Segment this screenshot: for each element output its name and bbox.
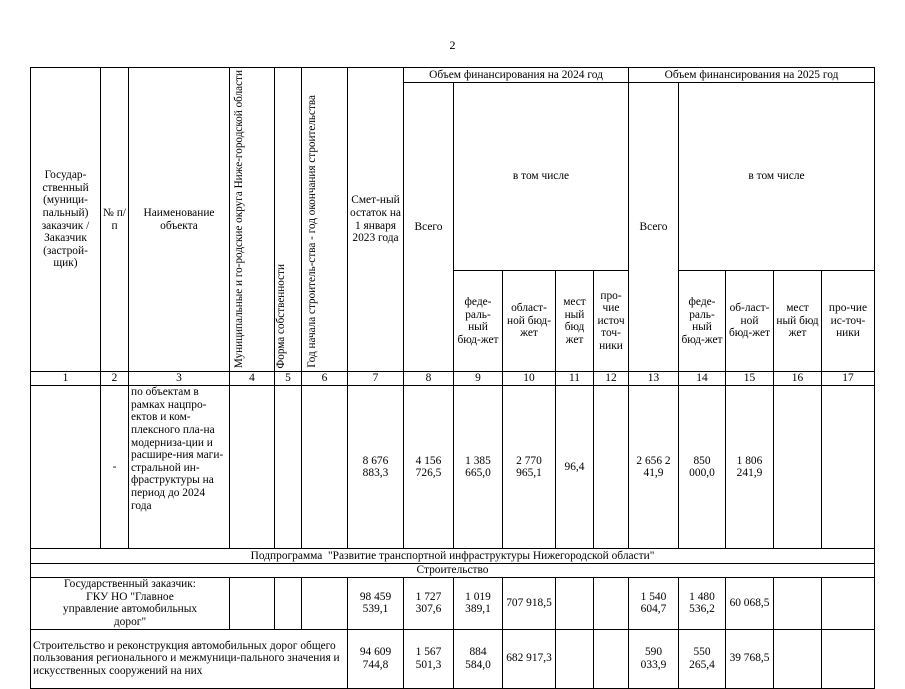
cell-fed-2024: 884 584,0 — [454, 629, 503, 688]
cell-fed-2024: 1 385 665,0 — [454, 386, 503, 549]
header-years: Год начала строитель-ства - год окончания строительства — [302, 68, 348, 372]
column-number-row — [31, 372, 875, 386]
cell-reg-2025: 1 806 241,9 — [726, 386, 774, 549]
cell-estimate: 94 609 744,8 — [348, 629, 404, 688]
header-incl-2024: в том числе — [454, 83, 629, 271]
cell-total-2024: 1 567 501,3 — [404, 629, 454, 688]
header-customer: Государ-ственный (муници-пальный) заказчик / Заказчик (застрой-щик) — [31, 68, 101, 372]
cell-fed-2024: 1 019 389,1 — [454, 578, 503, 629]
cell-oth-2024 — [594, 386, 629, 549]
col-num: 16 — [774, 372, 822, 386]
col-num: 7 — [348, 372, 404, 386]
header-reg-2024: област-ной бюд-жет — [503, 271, 556, 372]
col-num: 2 — [101, 372, 129, 386]
cell-estimate: 98 459 539,1 — [348, 578, 404, 629]
cell-roads-name: Строительство и реконструкция автомобильных дорог общего пользования регионального и межмуници-пального значения и искусственных сооружений на них — [31, 629, 348, 688]
cell-years — [302, 386, 348, 549]
cell-loc-2024 — [556, 629, 594, 688]
table-row — [31, 578, 875, 629]
cell-municipality — [230, 386, 275, 549]
col-num: 3 — [129, 372, 230, 386]
cell-loc-2025 — [774, 386, 822, 549]
col-num: 10 — [503, 372, 556, 386]
header-fin-2024: Объем финансирования на 2024 год — [404, 68, 629, 83]
col-num: 15 — [726, 372, 774, 386]
cell-total-2025: 2 656 2 41,9 — [629, 386, 679, 549]
col-num: 12 — [594, 372, 629, 386]
header-reg-2025: об-ласт-ной бюд-жет — [726, 271, 774, 372]
cell-customer-name: Государственный заказчик: ГКУ НО "Главное управление автомобильных дорог" — [31, 578, 230, 629]
cell-loc-2025 — [774, 578, 822, 629]
cell-reg-2024: 2 770 965,1 — [503, 386, 556, 549]
subprogram-title: Подпрограмма "Развитие транспортной инфраструктуры Нижегородской области" — [31, 549, 875, 564]
header-object-name: Наименование объекта — [129, 68, 230, 372]
cell-oth-2024 — [594, 629, 629, 688]
cell-total-2025: 590 033,9 — [629, 629, 679, 688]
cell-total-2024: 1 727 307,6 — [404, 578, 454, 629]
section-title: Строительство — [31, 564, 875, 578]
cell-years — [302, 578, 348, 629]
col-num: 6 — [302, 372, 348, 386]
header-loc-2025: мест ный бюд жет — [774, 271, 822, 372]
cell-customer — [31, 386, 101, 549]
header-fin-2025: Объем финансирования на 2025 год — [629, 68, 875, 83]
header-number: № п/п — [101, 68, 129, 372]
cell-estimate: 8 676 883,3 — [348, 386, 404, 549]
header-incl-2025: в том числе — [679, 83, 875, 271]
cell-reg-2025: 60 068,5 — [726, 578, 774, 629]
cell-fed-2025: 1 480 536,2 — [679, 578, 726, 629]
cell-total-2025: 1 540 604,7 — [629, 578, 679, 629]
col-num: 9 — [454, 372, 503, 386]
header-ownership: Форма собственности — [275, 68, 302, 372]
table-row — [31, 629, 875, 688]
cell-municipality — [230, 578, 275, 629]
header-loc-2024: мест ный бюд жет — [556, 271, 594, 372]
cell-oth-2024 — [594, 578, 629, 629]
header-oth-2024: про-чие источ точ-ники — [594, 271, 629, 372]
col-num: 1 — [31, 372, 101, 386]
header-total-2025: Всего — [629, 83, 679, 372]
header-fed-2024: феде-раль-ный бюд-жет — [454, 271, 503, 372]
cell-fed-2025: 850 000,0 — [679, 386, 726, 549]
cell-oth-2025 — [822, 386, 875, 549]
col-num: 11 — [556, 372, 594, 386]
cell-reg-2024: 682 917,3 — [503, 629, 556, 688]
cell-ownership — [275, 386, 302, 549]
header-total-2024: Всего — [404, 83, 454, 372]
cell-oth-2025 — [822, 578, 875, 629]
header-estimate: Смет-ный остаток на 1 января 2023 года — [348, 68, 404, 372]
col-num: 8 — [404, 372, 454, 386]
cell-loc-2025 — [774, 629, 822, 688]
table-row — [31, 386, 875, 549]
header-fed-2025: феде-раль-ный бюд-жет — [679, 271, 726, 372]
cell-oth-2025 — [822, 629, 875, 688]
cell-reg-2025: 39 768,5 — [726, 629, 774, 688]
header-oth-2025: про-чие ис-точ-ники — [822, 271, 875, 372]
col-num: 4 — [230, 372, 275, 386]
page-number: 2 — [449, 38, 456, 52]
cell-reg-2024: 707 918,5 — [503, 578, 556, 629]
cell-total-2024: 4 156 726,5 — [404, 386, 454, 549]
col-num: 17 — [822, 372, 875, 386]
cell-loc-2024: 96,4 — [556, 386, 594, 549]
col-num: 5 — [275, 372, 302, 386]
header-municipality: Муниципальные и го-родские округа Ниже-городской области — [230, 68, 275, 372]
cell-object-name: по объектам в рамках нацпро-ектов и ком-плексного пла-на модерниза-ции и расшире-ния маги-стральной ин-фраструктуры на период до 2024 года — [129, 386, 230, 549]
cell-fed-2025: 550 265,4 — [679, 629, 726, 688]
cell-number: - — [101, 386, 129, 549]
col-num: 13 — [629, 372, 679, 386]
col-num: 14 — [679, 372, 726, 386]
cell-loc-2024 — [556, 578, 594, 629]
cell-ownership — [275, 578, 302, 629]
financing-table — [30, 67, 875, 689]
